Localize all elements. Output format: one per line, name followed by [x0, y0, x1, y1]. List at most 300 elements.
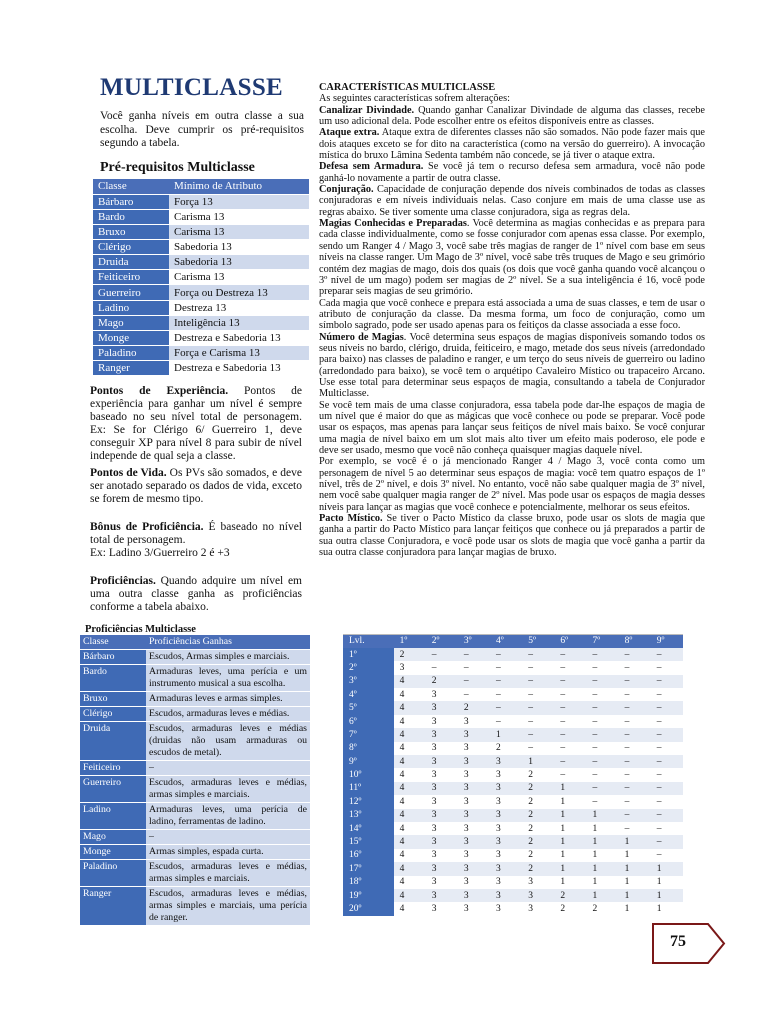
slots-value-cell: –: [651, 755, 683, 768]
slots-level-cell: 17º: [343, 862, 394, 875]
slots-body: [343, 648, 683, 916]
slots-value-cell: –: [619, 701, 651, 714]
intro-text: Você ganha níveis em outra classe a sua escolha. Deve cumprir os pré-requisitos segundo a tabela.: [100, 110, 304, 149]
slots-value-cell: –: [651, 782, 683, 795]
feature-defesa: [319, 161, 705, 184]
slots-value-cell: 3: [426, 889, 458, 902]
slots-value-cell: –: [560, 770, 566, 781]
prereq-class-cell: Monge: [93, 330, 169, 345]
prof-class-cell: Bruxo: [80, 692, 146, 707]
prereq-attr-cell: Sabedoria 13: [169, 240, 309, 255]
table-row: [343, 715, 683, 728]
prereq-attr-cell: Destreza e Sabedoria 13: [169, 361, 309, 376]
slots-level-cell: 7º: [343, 728, 394, 741]
slots-value-cell: –: [619, 728, 651, 741]
table-row: [343, 849, 683, 862]
conjuracao-text: Capacidade de conjuração depende dos níveis combinados de todas as classes conjuradoras e em níveis individuais nelas. Caso conjure em mais de uma classe use as regras abaixo. Se tiver somente uma classe conjuradora, siga as regras dela.: [319, 184, 705, 218]
slots-value-cell: 2: [528, 823, 533, 834]
prereq-class-cell: Bardo: [93, 209, 169, 224]
feature-pacto: [319, 513, 705, 558]
slots-value-cell: 1: [554, 782, 586, 795]
slots-value-cell: 1: [490, 728, 522, 741]
slots-value-cell: 1: [656, 877, 662, 888]
table-row: [80, 761, 310, 776]
spell-slots-table: [343, 634, 683, 916]
slots-value-cell: –: [592, 796, 598, 807]
slots-value-cell: 3: [426, 755, 458, 768]
prereq-body: [93, 194, 309, 376]
prof-gained-cell: Armaduras leves, uma perícia e um instrumento musical a sua escolha.: [146, 665, 310, 692]
slots-value-cell: 3: [431, 823, 437, 834]
slots-value-cell: 2: [522, 809, 554, 822]
prereq-class-cell: Ladino: [93, 300, 169, 315]
slots-value-cell: 2: [522, 862, 554, 875]
page-number-badge: [652, 923, 726, 964]
slots-value-cell: 3: [431, 850, 437, 861]
table-row: [93, 209, 309, 224]
magias-text: . Você determina as magias conhecidas e as prepara para cada classe individualmente, como se fosse conjurador com apenas essa classe. Por exemplo, sendo um Ranger 4 / Mago 3, você sabe três magias de ranger de 1º nível com base em seus níveis na classe ranger. Um Mago de 3º nível, você sabe três truques de Mago e seu grimório contém dez magias de mago, dois dos quais (os dois que você ganha quando você alcançou o 3º nível de um mago) podem ser magias de 2º nível. Se a sua inteligência é 16, você pode preparar seis magias de seu grimório.: [319, 218, 705, 298]
slots-value-cell: 1: [592, 823, 598, 834]
slots-value-cell: –: [554, 675, 586, 688]
slots-value-cell: –: [554, 701, 586, 714]
numero-title: Número de Magias: [319, 331, 404, 343]
prof-gained-cell: Armaduras leves, uma perícia de ladino, ferramentas de ladino.: [146, 803, 310, 830]
slots-value-cell: 1: [656, 904, 662, 914]
slots-value-cell: 2: [528, 770, 533, 781]
slots-value-cell: 3: [490, 782, 522, 795]
slots-header-cell: 1º: [394, 635, 426, 648]
slots-value-cell: 1: [651, 862, 683, 875]
prof-table-caption: Proficiências Multiclasse: [85, 624, 196, 635]
prof-class-cell: Clérigo: [80, 707, 146, 722]
table-row: [93, 255, 309, 270]
slots-value-cell: 1: [560, 850, 566, 861]
slots-value-cell: 3: [490, 809, 522, 822]
slots-value-cell: –: [651, 701, 683, 714]
slots-value-cell: 4: [394, 835, 426, 848]
table-row: [343, 862, 683, 875]
table-row: [93, 315, 309, 330]
bonus-title: Bônus de Proficiência.: [90, 521, 204, 533]
slots-value-cell: –: [624, 770, 630, 781]
table-row: [343, 701, 683, 714]
slots-value-cell: –: [619, 675, 651, 688]
slots-value-cell: –: [554, 755, 586, 768]
slots-value-cell: 3: [458, 728, 490, 741]
slots-value-cell: 3: [496, 904, 501, 914]
slots-value-cell: 3: [431, 877, 437, 888]
slots-value-cell: 3: [426, 728, 458, 741]
features-title: CARACTERÍSTICAS MULTICLASSE: [319, 82, 496, 93]
table-row: [93, 330, 309, 345]
prof-class-cell: Monge: [80, 845, 146, 860]
table-row: [343, 675, 683, 688]
slots-value-cell: 1: [592, 877, 598, 888]
slots-level-cell: 5º: [343, 701, 394, 714]
slots-value-cell: –: [586, 701, 618, 714]
bonus-text: É baseado no nível total de personagem.: [90, 521, 303, 546]
slots-value-cell: –: [592, 743, 598, 754]
prereq-attr-cell: Carisma 13: [169, 224, 309, 239]
slots-value-cell: –: [496, 662, 501, 673]
slots-value-cell: 3: [490, 889, 522, 902]
slots-value-cell: –: [656, 850, 662, 861]
table-row: [343, 795, 683, 808]
slots-value-cell: 3: [458, 782, 490, 795]
prereq-class-cell: Ranger: [93, 361, 169, 376]
prof-class-cell: Bardo: [80, 665, 146, 692]
slots-level-cell: 13º: [343, 809, 394, 822]
slots-value-cell: –: [431, 662, 437, 673]
slots-value-cell: 1: [619, 862, 651, 875]
hp-paragraph: [90, 467, 302, 506]
prereq-class-cell: Mago: [93, 315, 169, 330]
slots-value-cell: –: [560, 662, 566, 673]
slots-value-cell: 1: [586, 889, 618, 902]
slots-value-cell: –: [651, 835, 683, 848]
slots-value-cell: 1: [554, 835, 586, 848]
prof-gained-cell: Escudos, armaduras leves e médias, armas simples e marciais.: [146, 860, 310, 887]
slots-value-cell: 4: [394, 728, 426, 741]
slots-value-cell: 3: [496, 850, 501, 861]
slots-value-cell: 3: [463, 770, 469, 781]
features-intro: As seguintes características sofrem alterações:: [319, 93, 510, 105]
slots-header-row: [343, 635, 683, 648]
slots-value-cell: 4: [399, 796, 405, 807]
table-row: [343, 728, 683, 741]
slots-value-cell: 3: [458, 809, 490, 822]
slots-value-cell: 3: [490, 835, 522, 848]
slots-value-cell: –: [522, 675, 554, 688]
slots-value-cell: –: [624, 823, 630, 834]
prereq-attr-cell: Destreza 13: [169, 300, 309, 315]
table-row: [80, 722, 310, 761]
slots-level-cell: 16º: [343, 849, 394, 862]
slots-level-cell: 6º: [343, 715, 394, 728]
table-row: [343, 768, 683, 781]
slots-level-cell: 3º: [343, 675, 394, 688]
slots-value-cell: –: [586, 675, 618, 688]
prereq-attr-cell: Força 13: [169, 194, 309, 209]
slots-value-cell: 3: [426, 835, 458, 848]
table-row: [343, 742, 683, 755]
slots-value-cell: 3: [458, 755, 490, 768]
slots-value-cell: 2: [394, 648, 426, 661]
table-row: [80, 860, 310, 887]
prereq-class-cell: Druida: [93, 255, 169, 270]
slots-value-cell: 3: [431, 716, 437, 727]
prof-class-cell: Paladino: [80, 860, 146, 887]
slots-level-cell: 1º: [343, 648, 394, 661]
table-row: [93, 270, 309, 285]
prof-title: Proficiências.: [90, 575, 156, 587]
slots-value-cell: –: [528, 743, 533, 754]
table-row: [80, 887, 310, 926]
prereq-attr-cell: Carisma 13: [169, 209, 309, 224]
slots-header-cell: 7º: [586, 635, 618, 648]
table-row: [80, 665, 310, 692]
slots-value-cell: 3: [463, 796, 469, 807]
prof-class-cell: Feiticeiro: [80, 761, 146, 776]
slots-value-cell: 4: [399, 689, 405, 700]
slots-value-cell: –: [586, 728, 618, 741]
slots-value-cell: 4: [399, 770, 405, 781]
prereq-attr-cell: Força ou Destreza 13: [169, 285, 309, 300]
table-row: [80, 692, 310, 707]
slots-value-cell: 3: [528, 877, 533, 888]
hp-text: Os PVs são somados, e deve ser anotado separado os dados de vida, exceto se forem de mesmo tipo.: [90, 467, 302, 505]
slots-value-cell: –: [458, 648, 490, 661]
page-number-arrow: [652, 923, 726, 964]
slots-value-cell: –: [528, 662, 533, 673]
slots-value-cell: –: [490, 675, 522, 688]
table-row: [343, 835, 683, 848]
prereq-title: Pré-requisitos Multiclasse: [100, 160, 255, 175]
table-row: [80, 845, 310, 860]
slots-value-cell: –: [560, 716, 566, 727]
slots-value-cell: 4: [399, 716, 405, 727]
numero-text: . Você determina seus espaços de magias disponíveis somando todos os seus níveis no bardo, clérigo, druida, feiticeiro, e mago, metade dos seus níveis (arredondado para baixo) nas classes de paladino e ranger, e um terço do seus níveis de guerreiro ou ladino (arredondado para baixo), se você tem o arquétipo Cavaleiro Místico ou trapaceiro Arcano. Use esse total para determinar seus espaços de magia, consultando a tabela de Conjurador Multiclasse.: [319, 331, 705, 400]
prof-gained-cell: –: [146, 761, 310, 776]
slots-value-cell: –: [592, 662, 598, 673]
prof-gained-cell: Escudos, armaduras leves e médias, armas simples e marciais.: [146, 776, 310, 803]
table-row: [343, 661, 683, 674]
page-title: MULTICLASSE: [100, 74, 283, 101]
table-row: [80, 776, 310, 803]
prereq-attr-cell: Carisma 13: [169, 270, 309, 285]
table-row: [80, 650, 310, 665]
prof-gained-cell: Armaduras leves e armas simples.: [146, 692, 310, 707]
slots-header-cell: Lvl.: [343, 635, 394, 648]
numero-paragraph-3: Por exemplo, se você é o já mencionado Ranger 4 / Mago 3, você conta como um personagem de nível 5 ao determinar seus espaços de magia: você tem quatro espaços de 1º nível, três de 2º nível, e dois 3º nível. No entanto, você não sabe qualquer magia de 3º nível, nem você sabe qualquer magia ranger de 2º nível. Mas pode usar os espaços de magia desses níveis para lançar as magias que você conhece e potencialmente, melhorar os seus efeitos.: [319, 456, 705, 513]
prof-table: [80, 635, 310, 926]
slots-value-cell: 3: [458, 889, 490, 902]
feature-numero: [319, 332, 705, 400]
prof-gained-cell: Escudos, armaduras leves e médias, armas simples e marciais, uma perícia de ranger.: [146, 887, 310, 926]
prof-header-class: Classe: [80, 635, 146, 650]
table-row: [93, 194, 309, 209]
slots-value-cell: 3: [426, 782, 458, 795]
table-row: [343, 822, 683, 835]
prof-gained-cell: Escudos, armaduras leves e médias (druidas não usam armaduras ou escudos de metal).: [146, 722, 310, 761]
slots-value-cell: 1: [624, 850, 630, 861]
slots-value-cell: 4: [394, 675, 426, 688]
slots-value-cell: –: [656, 823, 662, 834]
canalizar-title: Canalizar Divindade.: [319, 104, 415, 116]
table-row: [343, 902, 683, 915]
slots-header-cell: 9º: [651, 635, 683, 648]
prof-gained-cell: Armas simples, espada curta.: [146, 845, 310, 860]
slots-value-cell: –: [586, 782, 618, 795]
slots-level-cell: 4º: [343, 688, 394, 701]
slots-value-cell: –: [651, 648, 683, 661]
slots-header-cell: 8º: [619, 635, 651, 648]
slots-value-cell: 2: [522, 782, 554, 795]
prof-class-cell: Mago: [80, 830, 146, 845]
table-row: [343, 809, 683, 822]
numero-paragraph-2: Se você tem mais de uma classe conjuradora, essa tabela pode dar-lhe espaços de magia de um nível que é maior do que as mágicas que você conhece ou pode se preparar. Você pode usar os espaços, mas apenas para lançar seus feitiços de nível mais baixo. Se você conjurar uma magia de nível baixo em um slot mais alto tiver um efeito mais poderoso, ele pode e deve ser usado, mesmo que você não conheça quaisquer magias daquele nível.: [319, 399, 705, 456]
slots-value-cell: –: [586, 755, 618, 768]
slots-level-cell: 12º: [343, 795, 394, 808]
table-row: [343, 889, 683, 902]
prof-class-cell: Guerreiro: [80, 776, 146, 803]
slots-level-cell: 18º: [343, 876, 394, 889]
slots-value-cell: –: [624, 796, 630, 807]
prereq-attr-cell: Sabedoria 13: [169, 255, 309, 270]
feature-magias: [319, 218, 705, 297]
prereq-attr-cell: Destreza e Sabedoria 13: [169, 330, 309, 345]
slots-value-cell: –: [490, 701, 522, 714]
slots-level-cell: 19º: [343, 889, 394, 902]
slots-header-cell: 4º: [490, 635, 522, 648]
slots-value-cell: 1: [619, 889, 651, 902]
slots-header-cell: 5º: [522, 635, 554, 648]
table-row: [80, 803, 310, 830]
feature-canalizar: [319, 105, 705, 128]
prereq-class-cell: Clérigo: [93, 240, 169, 255]
slots-value-cell: 2: [522, 835, 554, 848]
slots-value-cell: –: [656, 716, 662, 727]
slots-value-cell: 1: [560, 796, 566, 807]
slots-value-cell: –: [554, 648, 586, 661]
slots-value-cell: 2: [528, 796, 533, 807]
slots-value-cell: 3: [522, 889, 554, 902]
canalizar-text: Quando ganhar Canalizar Divindade de alguma das classes, recebe um uso adicional dela. Pode escolher entre os efeitos disponíveis entre as classes.: [319, 104, 706, 128]
slots-value-cell: 3: [426, 701, 458, 714]
slots-value-cell: –: [592, 689, 598, 700]
slots-value-cell: 1: [554, 862, 586, 875]
prereq-class-cell: Paladino: [93, 346, 169, 361]
prof-text: Quando adquire um nível em uma outra classe ganha as proficiências conforme a tabela abaixo.: [90, 575, 302, 613]
prof-class-cell: Ranger: [80, 887, 146, 926]
slots-value-cell: 3: [463, 743, 469, 754]
slots-value-cell: 3: [496, 770, 501, 781]
table-row: [93, 224, 309, 239]
table-row: [80, 830, 310, 845]
prof-gained-cell: Escudos, armaduras leves e médias.: [146, 707, 310, 722]
slots-value-cell: 3: [463, 850, 469, 861]
slots-value-cell: –: [496, 716, 501, 727]
xp-text: Pontos de experiência para ganhar um nível é sempre baseado no seu nível total de personagem. Ex: Se for Clérigo 6/ Guerreiro 1, deve conseguir XP para nível 8 para subir de nível independe de qual seja a classe.: [90, 385, 303, 462]
slots-value-cell: 2: [426, 675, 458, 688]
slots-header-cell: 3º: [458, 635, 490, 648]
prereq-table: [93, 179, 309, 376]
slots-level-cell: 2º: [343, 661, 394, 674]
slots-value-cell: 1: [522, 755, 554, 768]
slots-value-cell: 4: [394, 782, 426, 795]
slots-value-cell: –: [624, 743, 630, 754]
slots-value-cell: 3: [426, 809, 458, 822]
slots-value-cell: 3: [431, 796, 437, 807]
slots-value-cell: 2: [458, 701, 490, 714]
slots-value-cell: –: [560, 743, 566, 754]
slots-value-cell: –: [624, 716, 630, 727]
prereq-class-cell: Feiticeiro: [93, 270, 169, 285]
defesa-text: Se você já tem o recurso defesa sem armadura, você não pode ganhá-lo novamente a partir de outra classe.: [319, 161, 706, 184]
slots-value-cell: 3: [490, 862, 522, 875]
slots-value-cell: –: [560, 689, 566, 700]
slots-value-cell: –: [619, 782, 651, 795]
slots-value-cell: 1: [586, 862, 618, 875]
prof-gained-cell: –: [146, 830, 310, 845]
slots-value-cell: 3: [431, 689, 437, 700]
slots-value-cell: 3: [431, 904, 437, 914]
bonus-example: Ex: Ladino 3/Guerreiro 2 é +3: [90, 547, 230, 559]
slots-level-cell: 9º: [343, 755, 394, 768]
hp-title: Pontos de Vida.: [90, 467, 167, 479]
magias-title: Magias Conhecidas e Preparadas: [319, 218, 467, 230]
slots-value-cell: 1: [554, 809, 586, 822]
slots-value-cell: 2: [496, 743, 501, 754]
slots-value-cell: –: [528, 716, 533, 727]
prof-body: [80, 650, 310, 926]
conjuracao-title: Conjuração.: [319, 184, 374, 196]
slots-value-cell: –: [490, 648, 522, 661]
table-row: [343, 648, 683, 661]
ataque-title: Ataque extra.: [319, 127, 380, 139]
pacto-title: Pacto Místico.: [319, 513, 383, 525]
slots-value-cell: –: [586, 648, 618, 661]
slots-value-cell: –: [624, 662, 630, 673]
prof-paragraph: [90, 575, 302, 614]
slots-value-cell: 4: [394, 755, 426, 768]
slots-value-cell: 4: [399, 823, 405, 834]
slots-value-cell: 4: [399, 877, 405, 888]
table-row: [343, 876, 683, 889]
slots-value-cell: 3: [463, 716, 469, 727]
table-row: [343, 782, 683, 795]
slots-value-cell: 3: [426, 862, 458, 875]
slots-value-cell: 3: [490, 755, 522, 768]
slots-value-cell: 4: [394, 889, 426, 902]
slots-value-cell: –: [651, 809, 683, 822]
slots-value-cell: 4: [399, 850, 405, 861]
slots-value-cell: –: [651, 675, 683, 688]
slots-value-cell: 1: [560, 823, 566, 834]
slots-value-cell: –: [522, 648, 554, 661]
slots-value-cell: 1: [624, 904, 630, 914]
prof-class-cell: Ladino: [80, 803, 146, 830]
feature-ataque: [319, 127, 705, 161]
slots-level-cell: 14º: [343, 822, 394, 835]
slots-value-cell: –: [624, 689, 630, 700]
slots-level-cell: 20º: [343, 902, 394, 915]
slots-value-cell: 3: [431, 770, 437, 781]
slots-value-cell: 3: [496, 877, 501, 888]
slots-value-cell: 3: [463, 877, 469, 888]
prereq-attr-cell: Força e Carisma 13: [169, 346, 309, 361]
slots-value-cell: 4: [394, 701, 426, 714]
slots-value-cell: 2: [560, 904, 566, 914]
slots-level-cell: 10º: [343, 768, 394, 781]
slots-value-cell: 2: [554, 889, 586, 902]
feature-conjuracao: [319, 184, 705, 218]
slots-value-cell: 1: [560, 877, 566, 888]
prereq-class-cell: Bruxo: [93, 224, 169, 239]
table-row: [93, 346, 309, 361]
prereq-header-class: Classe: [93, 179, 169, 194]
slots-value-cell: –: [619, 809, 651, 822]
xp-title: Pontos de Experiência.: [90, 385, 229, 397]
table-row: [93, 285, 309, 300]
slots-value-cell: –: [592, 716, 598, 727]
slots-value-cell: 3: [528, 904, 533, 914]
slots-value-cell: 3: [463, 823, 469, 834]
slots-value-cell: 4: [399, 743, 405, 754]
slots-value-cell: 1: [651, 889, 683, 902]
table-row: [80, 707, 310, 722]
slots-value-cell: –: [528, 689, 533, 700]
